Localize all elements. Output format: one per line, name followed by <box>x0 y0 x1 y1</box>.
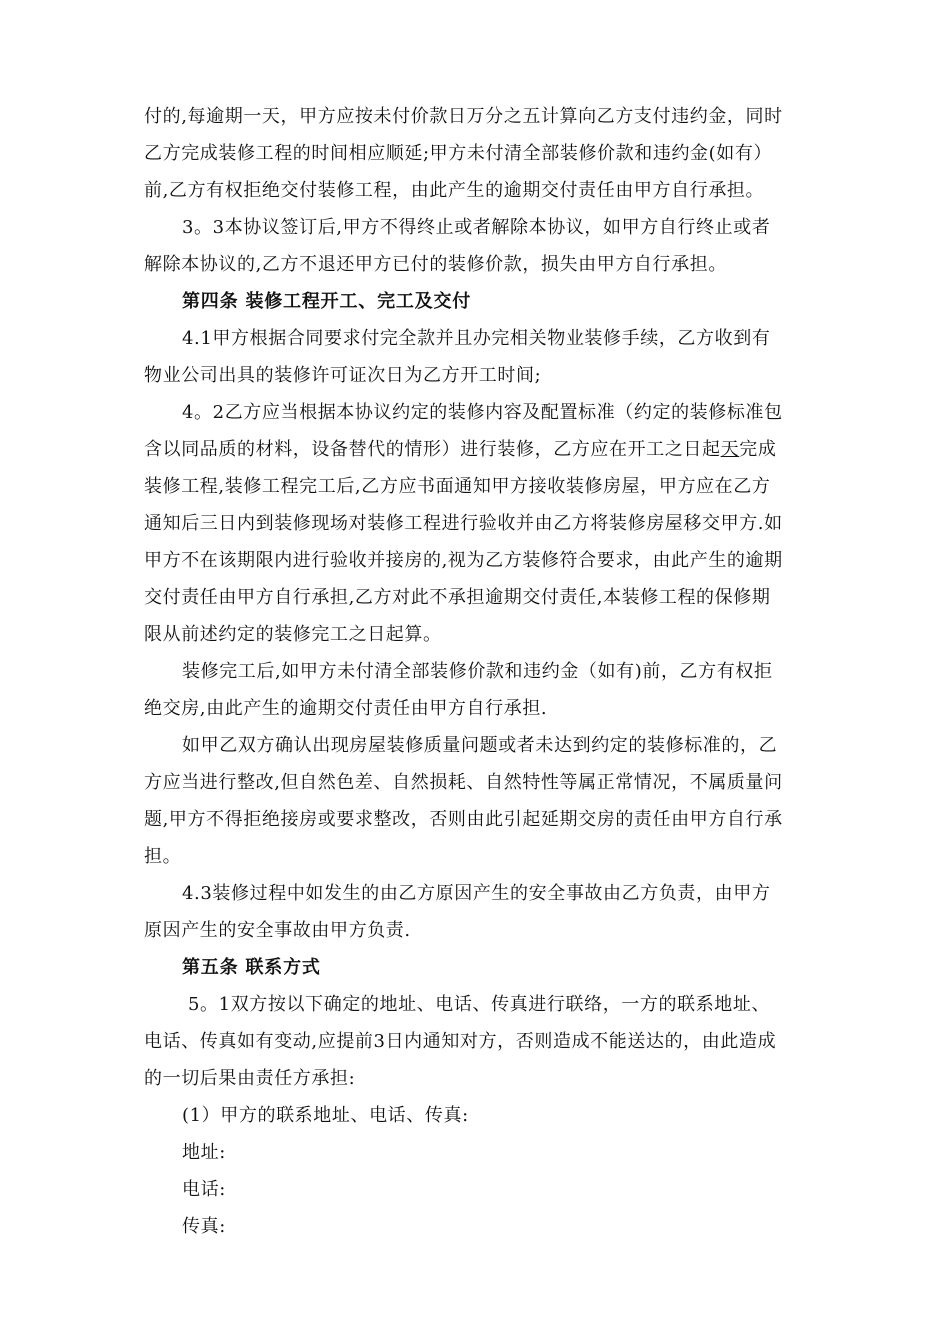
party-a-contact-heading: (1）甲方的联系地址、电话、传真: <box>182 1105 469 1126</box>
document-page <box>144 98 806 1245</box>
clause-4-2: 4。2乙方应当根据本协议约定的装修内容及配置标准（约定的装修标准包 <box>182 402 783 423</box>
body-text-line: 通知后三日内到装修现场对装修工程进行验收并由乙方将装修房屋移交甲方.如 <box>144 513 783 534</box>
clause-5-1: 5。1双方按以下确定的地址、电话、传真进行联络，一方的联系地址、 <box>188 994 771 1015</box>
body-text-span: 含以同品质的材料，设备替代的情形）进行装修，乙方应在开工之日起 <box>144 439 721 460</box>
body-text-line: 甲方不在该期限内进行验收并接房的,视为乙方装修符合要求，由此产生的逾期 <box>144 550 783 571</box>
quality-paragraph: 如甲乙双方确认出现房屋装修质量问题或者未达到约定的装修标准的，乙 <box>182 735 778 756</box>
article-4-heading: 第四条 装修工程开工、完工及交付 <box>182 291 472 312</box>
body-text-line: 的一切后果由责任方承担: <box>144 1068 356 1089</box>
completion-paragraph: 装修完工后,如甲方未付清全部装修价款和违约金（如有)前，乙方有权拒 <box>182 661 773 682</box>
article-5-heading: 第五条 联系方式 <box>182 957 321 978</box>
phone-field-label: 电话: <box>182 1179 226 1200</box>
body-text-line: 交付责任由甲方自行承担,乙方对此不承担逾期交付责任,本装修工程的保修期 <box>144 587 771 608</box>
body-text-span: 完成 <box>739 439 777 460</box>
body-text-line: 绝交房,由此产生的逾期交付责任由甲方自行承担. <box>144 698 548 719</box>
body-text-line: 前,乙方有权拒绝交付装修工程，由此产生的逾期交付责任由甲方自行承担。 <box>144 180 765 201</box>
body-text-line: 题,甲方不得拒绝接房或要求整改，否则由此引起延期交房的责任由甲方自行承 <box>144 809 783 830</box>
fax-field-label: 传真: <box>182 1216 226 1237</box>
address-field-label: 地址: <box>182 1142 226 1163</box>
body-text-line: 乙方完成装修工程的时间相应顺延;甲方未付清全部装修价款和违约金(如有） <box>144 143 773 164</box>
body-text-line: 装修工程,装修工程完工后,乙方应书面通知甲方接收装修房屋，甲方应在乙方 <box>144 476 771 497</box>
body-text-line: 限从前述约定的装修完工之日起算。 <box>144 624 442 645</box>
body-text-line: 原因产生的安全事故由甲方负责. <box>144 920 411 941</box>
clause-3-3: 3。3本协议签订后,甲方不得终止或者解除本协议，如甲方自行终止或者 <box>182 217 771 238</box>
body-text-line: 付的,每逾期一天，甲方应按未付价款日万分之五计算向乙方支付违约金，同时 <box>144 106 783 127</box>
clause-4-3: 4.3装修过程中如发生的由乙方原因产生的安全事故由乙方负责，由甲方 <box>182 883 771 904</box>
body-text-line: 担。 <box>144 846 182 867</box>
body-text-line: 电话、传真如有变动,应提前3日内通知对方，否则造成不能送达的，由此造成 <box>144 1031 777 1052</box>
body-text-line: 方应当进行整改,但自然色差、自然损耗、自然特性等属正常情况，不属质量问 <box>144 772 783 793</box>
body-text-line: 解除本协议的,乙方不退还甲方已付的装修价款，损失由甲方自行承担。 <box>144 254 727 275</box>
body-text-line <box>144 431 806 468</box>
clause-4-1: 4.1甲方根据合同要求付完全款并且办完相关物业装修手续，乙方收到有 <box>182 328 771 349</box>
blank-days-field: 天 <box>720 439 740 460</box>
body-text-line: 物业公司出具的装修许可证次日为乙方开工时间; <box>144 365 542 386</box>
